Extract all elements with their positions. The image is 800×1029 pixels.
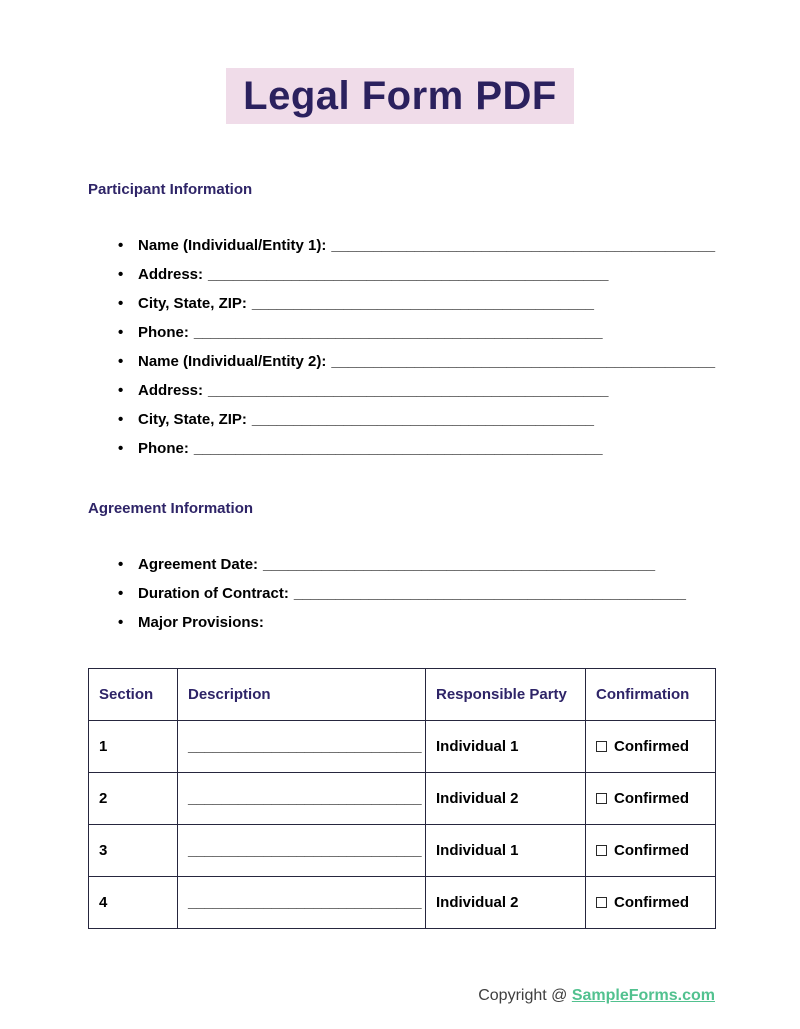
section-cell: 4 <box>89 877 178 929</box>
field-label: Phone: <box>138 440 189 457</box>
field-label: Phone: <box>138 324 189 341</box>
field-label: Agreement Date: <box>138 556 259 573</box>
fill-in-blank: _________________________________________ <box>251 411 594 428</box>
fill-in-blank: ______________________________________________ <box>331 237 716 254</box>
field-name-entity-1 <box>88 231 715 260</box>
fill-in-blank: _______________________________________________ <box>293 585 686 602</box>
fill-in-blank: _________________________________________ <box>251 295 594 312</box>
field-label: City, State, ZIP: <box>138 295 247 312</box>
fill-in-blank: ______________________________________________ <box>331 353 716 370</box>
copyright-text: Copyright @ <box>478 987 568 1004</box>
fill-in-blank: ________________________________________________ <box>208 382 609 399</box>
confirm-label: Confirmed <box>614 842 689 859</box>
field-label: Duration of Contract: <box>138 585 289 602</box>
table-row <box>89 825 716 877</box>
column-header-confirmation: Confirmation <box>586 669 716 721</box>
field-phone-1 <box>88 318 715 347</box>
field-name-entity-2 <box>88 347 715 376</box>
confirm-checkbox-icon[interactable] <box>596 741 607 752</box>
confirm-label: Confirmed <box>614 894 689 911</box>
fill-in-blank: _________________________________________________ <box>193 440 603 457</box>
field-address-1 <box>88 260 715 289</box>
participant-information-heading: Participant Information <box>88 181 253 198</box>
confirm-checkbox-icon[interactable] <box>596 897 607 908</box>
agreement-information-heading: Agreement Information <box>88 500 254 517</box>
confirm-label: Confirmed <box>614 790 689 807</box>
field-city-state-zip-2 <box>88 405 715 434</box>
column-header-description: Description <box>178 669 426 721</box>
provisions-table <box>88 668 716 929</box>
confirm-label: Confirmed <box>614 738 689 755</box>
field-label: Major Provisions: <box>138 614 264 631</box>
footer <box>88 987 715 1005</box>
field-phone-2 <box>88 434 715 463</box>
field-label: City, State, ZIP: <box>138 411 247 428</box>
section-cell: 1 <box>89 721 178 773</box>
section-cell: 2 <box>89 773 178 825</box>
field-label: Address: <box>138 382 204 399</box>
participant-field-list <box>88 231 715 463</box>
description-cell: ____________________________ <box>178 773 426 825</box>
field-major-provisions <box>88 608 715 637</box>
field-label: Name (Individual/Entity 1): <box>138 237 327 254</box>
field-duration-of-contract <box>88 579 715 608</box>
responsible-party-cell: Individual 2 <box>426 773 586 825</box>
table-row <box>89 721 716 773</box>
table-row <box>89 877 716 929</box>
document-body <box>88 180 715 1005</box>
responsible-party-cell: Individual 1 <box>426 825 586 877</box>
fill-in-blank: _________________________________________________ <box>193 324 603 341</box>
responsible-party-cell: Individual 2 <box>426 877 586 929</box>
page-title: Legal Form PDF <box>226 68 574 124</box>
section-cell: 3 <box>89 825 178 877</box>
table-row <box>89 773 716 825</box>
field-address-2 <box>88 376 715 405</box>
sampleforms-link[interactable]: SampleForms.com <box>571 987 715 1004</box>
confirmation-cell <box>586 877 716 929</box>
description-cell: ____________________________ <box>178 825 426 877</box>
responsible-party-cell: Individual 1 <box>426 721 586 773</box>
field-agreement-date <box>88 550 715 579</box>
confirmation-cell <box>586 773 716 825</box>
confirm-checkbox-icon[interactable] <box>596 845 607 856</box>
confirmation-cell <box>586 825 716 877</box>
fill-in-blank: ________________________________________________ <box>208 266 609 283</box>
field-city-state-zip-1 <box>88 289 715 318</box>
description-cell: ____________________________ <box>178 721 426 773</box>
confirmation-cell <box>586 721 716 773</box>
column-header-section: Section <box>89 669 178 721</box>
title-banner <box>0 0 800 124</box>
fill-in-blank: _______________________________________________ <box>263 556 656 573</box>
description-cell: ____________________________ <box>178 877 426 929</box>
table-header-row <box>89 669 716 721</box>
agreement-field-list <box>88 550 715 637</box>
confirm-checkbox-icon[interactable] <box>596 793 607 804</box>
field-label: Name (Individual/Entity 2): <box>138 353 327 370</box>
field-label: Address: <box>138 266 204 283</box>
column-header-responsible-party: Responsible Party <box>426 669 586 721</box>
